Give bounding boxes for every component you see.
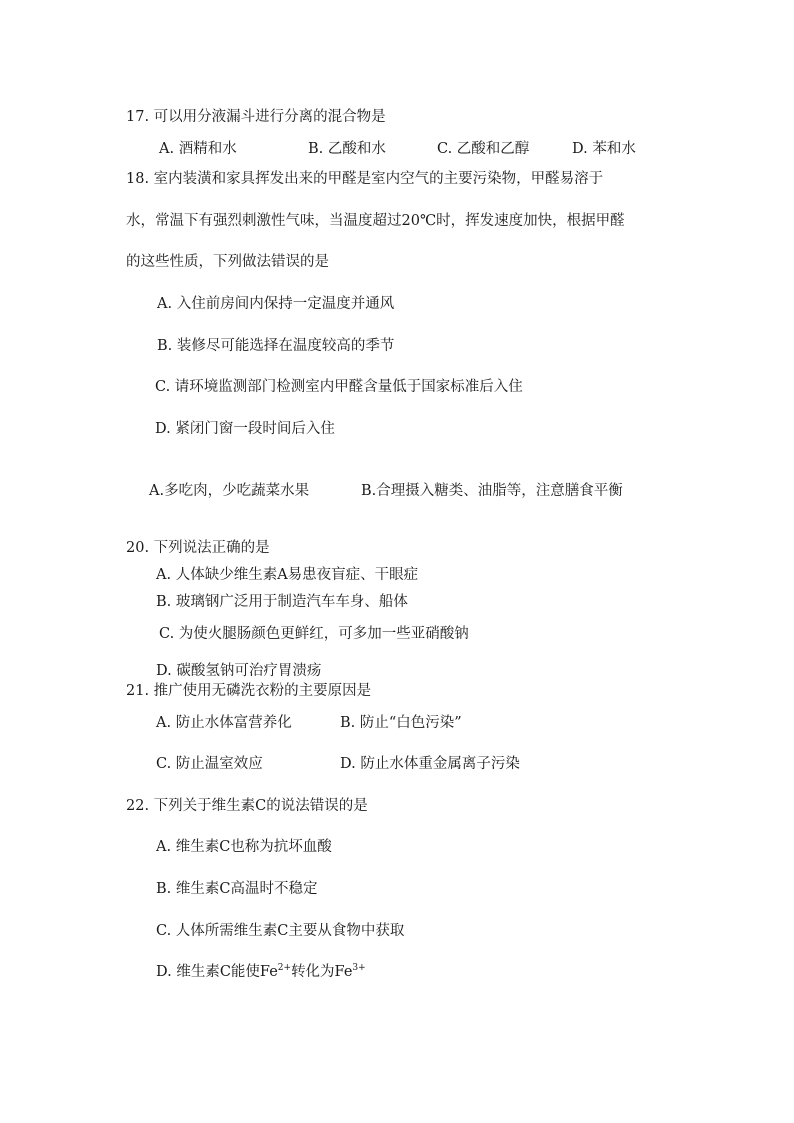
q22-option-d-charge-1: 2+ — [277, 963, 292, 973]
q21-option-c: C. 防止温室效应 — [156, 756, 263, 772]
q22-stem: 22. 下列关于维生素C的说法错误的是 — [126, 798, 368, 814]
q18-stem-line3: 的这些性质，下列做法错误的是 — [126, 254, 329, 270]
q22-option-c: C. 人体所需维生素C主要从食物中获取 — [156, 923, 405, 939]
q21-option-d: D. 防止水体重金属离子污染 — [340, 756, 520, 772]
q22-option-d-text: D. 维生素C能使Fe — [156, 964, 278, 980]
q18-option-a: A. 入住前房间内保持一定温度并通风 — [157, 296, 395, 312]
q18-option-d: D. 紧闭门窗一段时间后入住 — [155, 421, 335, 437]
q22-option-d-charge-2: 3+ — [352, 963, 366, 973]
q17-option-d: D. 苯和水 — [572, 141, 636, 157]
q20-stem: 20. 下列说法正确的是 — [126, 540, 270, 556]
q17-stem: 17. 可以用分液漏斗进行分离的混合物是 — [126, 109, 386, 125]
q22-option-b: B. 维生素C高温时不稳定 — [156, 881, 318, 897]
q17-option-c: C. 乙酸和乙醇 — [437, 141, 530, 157]
q21-option-b: B. 防止“白色污染” — [340, 715, 462, 731]
q20-option-c: C. 为使火腿肠颜色更鲜红，可多加一些亚硝酸钠 — [159, 626, 469, 642]
q18-stem-line2: 水，常温下有强烈刺激性气味，当温度超过20℃时，挥发速度加快，根据甲醛 — [126, 213, 625, 229]
q22-option-d-mid: 转化为Fe — [291, 964, 353, 980]
q20-option-a: A. 人体缺少维生素A易患夜盲症、干眼症 — [156, 567, 419, 583]
q17-option-a: A. 酒精和水 — [159, 141, 237, 157]
q21-stem: 21. 推广使用无磷洗衣粉的主要原因是 — [126, 683, 372, 699]
q17-option-b: B. 乙酸和水 — [308, 141, 386, 157]
q19-option-b: B.合理摄入糖类、油脂等，注意膳食平衡 — [361, 483, 623, 499]
q22-option-d — [156, 962, 366, 982]
q18-stem-line1: 18. 室内装潢和家具挥发出来的甲醛是室内空气的主要污染物，甲醛易溶于 — [126, 171, 604, 187]
q18-option-c: C. 请环境监测部门检测室内甲醛含量低于国家标准后入住 — [155, 379, 523, 395]
q18-option-b: B. 装修尽可能选择在温度较高的季节 — [157, 338, 395, 354]
q21-option-a: A. 防止水体富营养化 — [156, 715, 292, 731]
q22-option-a: A. 维生素C也称为抗坏血酸 — [156, 839, 332, 855]
q20-option-b: B. 玻璃钢广泛用于制造汽车车身、船体 — [156, 594, 408, 610]
q19-option-a: A.多吃肉，少吃蔬菜水果 — [149, 483, 310, 499]
q20-option-d: D. 碳酸氢钠可治疗胃溃疡 — [156, 663, 322, 679]
